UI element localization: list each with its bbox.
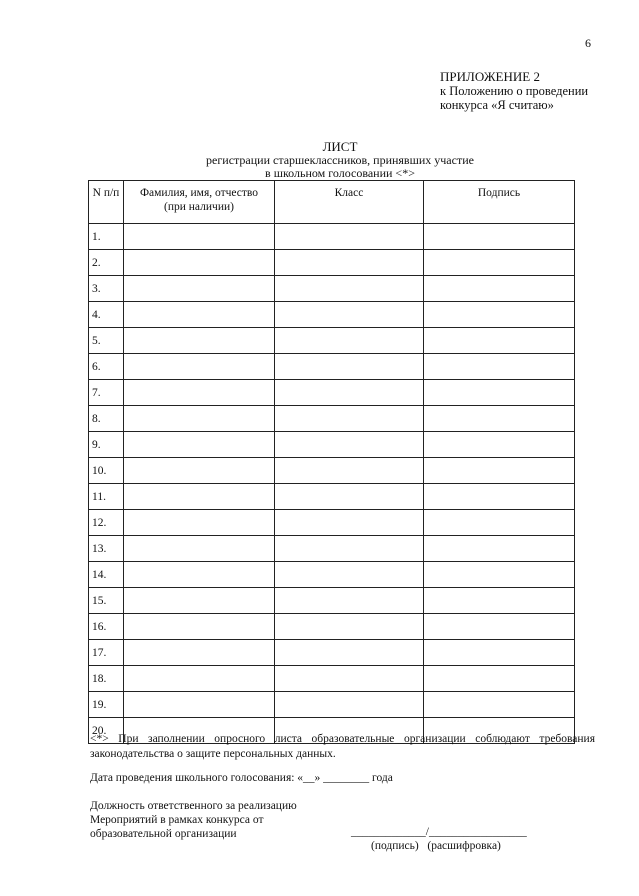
signature-line: _____________/_________________ (351, 826, 527, 838)
row-number: 9. (89, 432, 124, 458)
class-cell (275, 614, 424, 640)
sheet-title: ЛИСТ (322, 139, 358, 154)
class-cell (275, 224, 424, 250)
name-cell (124, 614, 275, 640)
responsible-line-2: Мероприятий в рамках конкурса от (90, 814, 264, 826)
class-cell (275, 640, 424, 666)
row-number: 19. (89, 692, 124, 718)
appendix-title: ПРИЛОЖЕНИЕ 2 (440, 69, 540, 84)
row-number: 15. (89, 588, 124, 614)
table-row (89, 562, 575, 588)
table-row (89, 614, 575, 640)
table-row (89, 354, 575, 380)
table-row (89, 276, 575, 302)
row-number: 16. (89, 614, 124, 640)
appendix-line-2: конкурса «Я считаю» (440, 98, 554, 112)
name-cell (124, 276, 275, 302)
signature-cell (424, 666, 575, 692)
name-cell (124, 328, 275, 354)
signature-cell (424, 224, 575, 250)
voting-date-line: Дата проведения школьного голосования: «__» ________ года (90, 772, 393, 784)
name-cell (124, 484, 275, 510)
class-cell (275, 276, 424, 302)
name-cell (124, 224, 275, 250)
row-number: 12. (89, 510, 124, 536)
name-cell (124, 380, 275, 406)
sheet-subtitle-2: в школьном голосовании <*> (265, 166, 415, 180)
name-cell (124, 536, 275, 562)
table-row (89, 510, 575, 536)
row-number: 2. (89, 250, 124, 276)
row-number: 3. (89, 276, 124, 302)
name-cell (124, 692, 275, 718)
name-cell (124, 432, 275, 458)
name-cell (124, 588, 275, 614)
name-cell (124, 250, 275, 276)
appendix-line-1: к Положению о проведении (440, 84, 589, 98)
class-cell (275, 562, 424, 588)
signature-cell (424, 328, 575, 354)
table-header-row (89, 181, 575, 224)
class-cell (275, 406, 424, 432)
signature-cell (424, 250, 575, 276)
appendix-header (440, 70, 588, 112)
table-row (89, 692, 575, 718)
signature-cell (424, 484, 575, 510)
name-cell (124, 562, 275, 588)
signature-cell (424, 588, 575, 614)
header-num: N п/п (89, 181, 124, 224)
row-number: 8. (89, 406, 124, 432)
table-row (89, 536, 575, 562)
row-number: 13. (89, 536, 124, 562)
table-row (89, 458, 575, 484)
responsible-person-block (90, 799, 297, 841)
signature-cell (424, 458, 575, 484)
row-number: 10. (89, 458, 124, 484)
signature-cell (424, 562, 575, 588)
signature-cell (424, 614, 575, 640)
class-cell (275, 432, 424, 458)
row-number: 14. (89, 562, 124, 588)
class-cell (275, 458, 424, 484)
footnote: <*> При заполнении опросного листа образовательные организации соблюдают требования законодательства о защите персональных данных. (90, 733, 595, 760)
name-cell (124, 354, 275, 380)
table-row (89, 666, 575, 692)
signature-cell (424, 276, 575, 302)
name-cell (124, 666, 275, 692)
table-row (89, 380, 575, 406)
class-cell (275, 328, 424, 354)
table-row (89, 302, 575, 328)
class-cell (275, 380, 424, 406)
table-row (89, 406, 575, 432)
registration-table (88, 180, 575, 744)
signature-cell (424, 536, 575, 562)
row-number: 17. (89, 640, 124, 666)
signature-cell (424, 432, 575, 458)
class-cell (275, 354, 424, 380)
name-cell (124, 458, 275, 484)
table-row (89, 250, 575, 276)
class-cell (275, 692, 424, 718)
name-cell (124, 640, 275, 666)
row-number: 4. (89, 302, 124, 328)
name-cell (124, 510, 275, 536)
table-row (89, 432, 575, 458)
table-row (89, 484, 575, 510)
header-class: Класс (275, 181, 424, 224)
signature-cell (424, 640, 575, 666)
responsible-line-3: образовательной организации (90, 828, 237, 840)
class-cell (275, 666, 424, 692)
sheet-heading (90, 140, 590, 180)
row-number: 18. (89, 666, 124, 692)
page-number: 6 (585, 36, 591, 50)
signature-cell (424, 302, 575, 328)
header-name (124, 181, 275, 224)
table-row (89, 640, 575, 666)
header-name-line-1: Фамилия, имя, отчество (139, 187, 259, 199)
row-number: 20. (89, 718, 124, 744)
header-name-line-2: (при наличии) (164, 201, 234, 213)
responsible-line-1: Должность ответственного за реализацию (90, 800, 297, 812)
signature-cell (424, 354, 575, 380)
signature-labels: (подпись) (расшифровка) (371, 840, 501, 852)
table-row (89, 328, 575, 354)
name-cell (124, 302, 275, 328)
signature-cell (424, 406, 575, 432)
class-cell (275, 484, 424, 510)
row-number: 1. (89, 224, 124, 250)
class-cell (275, 510, 424, 536)
table-body (89, 224, 575, 744)
class-cell (275, 250, 424, 276)
class-cell (275, 302, 424, 328)
signature-cell (424, 380, 575, 406)
sheet-subtitle-1: регистрации старшеклассников, принявших участие (206, 153, 474, 167)
row-number: 5. (89, 328, 124, 354)
class-cell (275, 588, 424, 614)
row-number: 6. (89, 354, 124, 380)
signature-cell (424, 510, 575, 536)
header-signature: Подпись (424, 181, 575, 224)
row-number: 7. (89, 380, 124, 406)
name-cell (124, 406, 275, 432)
class-cell (275, 536, 424, 562)
table-row (89, 224, 575, 250)
row-number: 11. (89, 484, 124, 510)
signature-cell (424, 692, 575, 718)
table-row (89, 588, 575, 614)
